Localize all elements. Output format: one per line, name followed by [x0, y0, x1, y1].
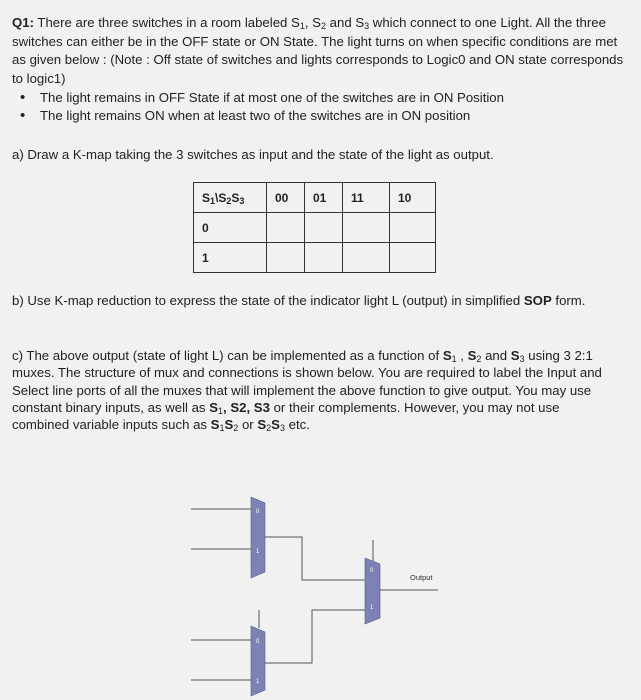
question-intro: Q1: There are three switches in a room labeled $S_1$, $S_2$ and $S_3$ which connect to one Light. All the three switches can either be in the OFF state or ON State. The light turns on when specific conditions are met as given below : (Note : Off state of switches and lights corresponds to Logic0 and ON state corresponds to logic1)	[12, 15, 624, 86]
kmap-col-header: 00	[267, 183, 305, 213]
kmap-corner-label: $S_1\backslash S_2S_3$	[194, 183, 267, 213]
mux-2-to-mux-3-wire	[265, 610, 365, 663]
mux-3-port-1-label: 1	[370, 605, 374, 611]
part-c-question: c) The above output (state of light L) can be implemented as a function of $S_1$ , $S_2$ and $S_3$ using 3 2:1 muxes. The structure of mux and connections is shown below. You are required to label the Input and Select line ports of all the muxes that will implement the above function to give output. You may use constant binary inputs, as well as $S_1$, S2, S3 or their complements. However, you may not use combined variable inputs such as $S_1S_2$ or $S_2S_3$ etc.	[12, 348, 602, 434]
part-a-question: a) Draw a K-map taking the 3 switches as input and the state of the light as output.	[12, 147, 494, 162]
kmap-col-header: 01	[305, 183, 343, 213]
output-label: Output	[410, 573, 433, 582]
mux-2-port-1-label: 1	[256, 679, 260, 685]
kmap-row-header: 1	[194, 243, 267, 273]
kmap-row-header: 0	[194, 213, 267, 243]
part-b-question: b) Use K-map reduction to express the state of the indicator light L (output) in simplified SOP form.	[12, 293, 586, 308]
mux-2-port-0-label: 0	[256, 639, 260, 645]
kmap-col-header: 11	[343, 183, 390, 213]
mux-3-port-0-label: 0	[370, 568, 374, 574]
kmap-col-header: 10	[390, 183, 436, 213]
mux-2	[251, 626, 265, 696]
bullet-on-condition: • The light remains ON when at least two of the switches are in ON position	[40, 107, 470, 125]
bullet-off-condition: • The light remains in OFF State if at most one of the switches are in ON Position	[40, 89, 504, 107]
mux-1-port-1-label: 1	[256, 549, 260, 555]
mux-1-to-mux-3-wire	[265, 537, 365, 580]
mux-1-port-0-label: 0	[256, 509, 260, 515]
